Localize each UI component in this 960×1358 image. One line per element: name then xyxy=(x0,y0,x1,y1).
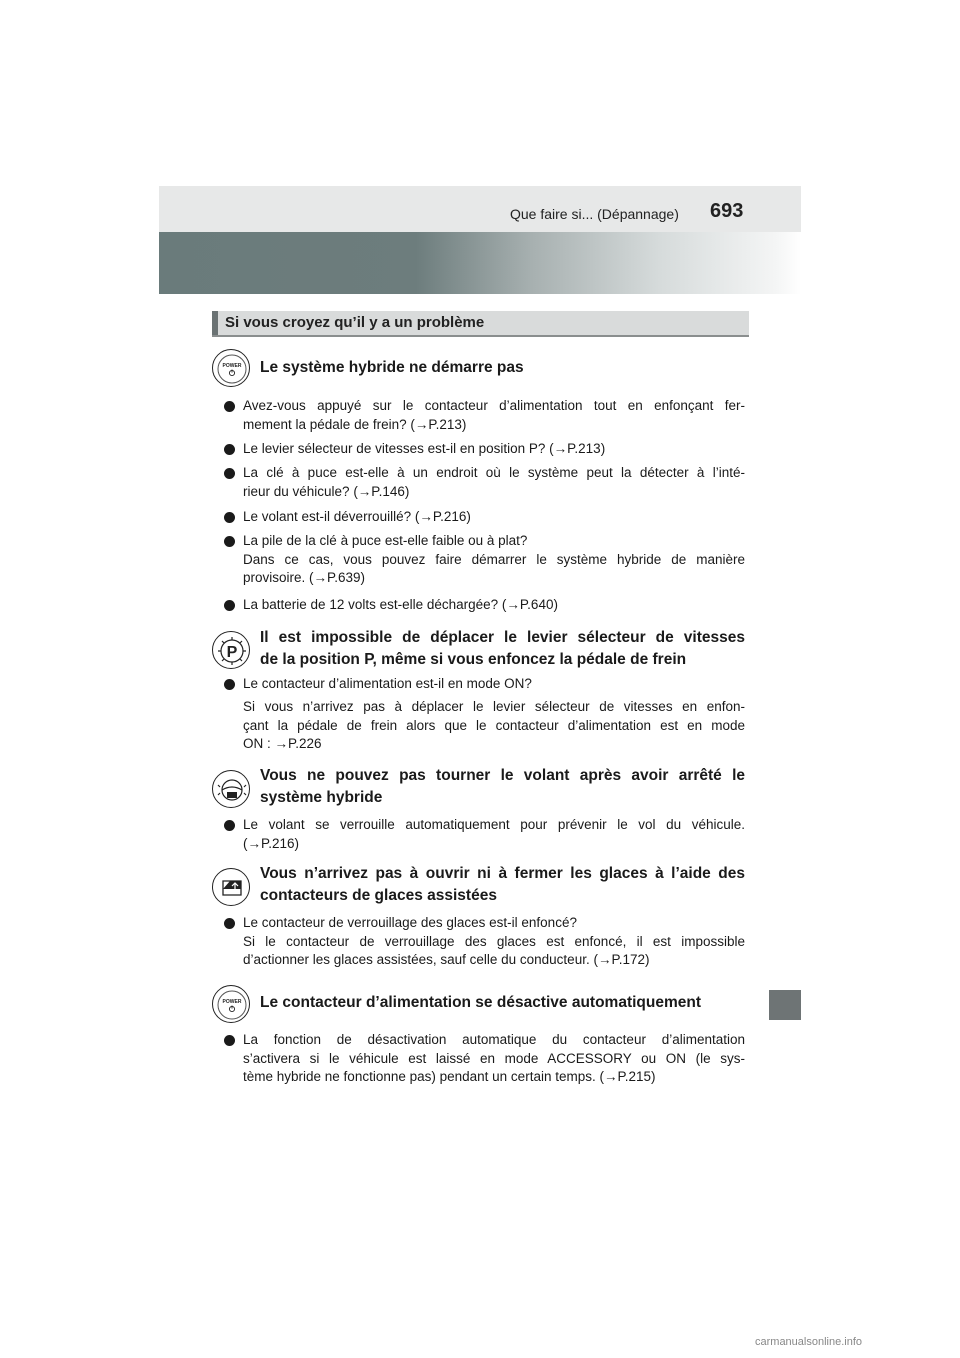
list-item: La fonction de désactivation automatique du contacteur d’alimentation s’activera si le véhicule est laissé en mode ACCESSORY ou ON (le sys- tème hybride ne fonctionne pas) pendant un certain temps. (→P.215) xyxy=(243,1032,745,1084)
bullet xyxy=(224,536,235,547)
footer-watermark: carmanualsonline.info xyxy=(755,1336,863,1348)
problem-title: Le système hybride ne démarre pas xyxy=(260,359,524,376)
list-item: La batterie de 12 volts est-elle déchargée? (→P.640) xyxy=(243,597,558,612)
problem-title: Vous n’arrivez pas à ouvrir ni à fermer les glaces à l’aide des contacteurs de glaces assistées xyxy=(260,865,745,904)
power-button-icon xyxy=(212,349,250,387)
problem-title: Vous ne pouvez pas tourner le volant après avoir arrêté le système hybride xyxy=(260,767,745,806)
header-title: Que faire si... (Dépannage) xyxy=(510,206,679,222)
power-label: POWER xyxy=(222,999,242,1005)
list-item: Si vous n’arrivez pas à déplacer le levier sélecteur de vitesses en enfon- çant la pédale de frein alors que le contacteur d’alimentation est en mode ON : →P.226 xyxy=(243,699,745,751)
list-item-cont: (→P.216) xyxy=(243,836,300,851)
list-item: La pile de la clé à puce est-elle faible ou à plat? Dans ce cas, vous pouvez faire démarrer le système hybride de manière provisoire. (→P.639) xyxy=(243,533,745,585)
power-label: POWER xyxy=(222,363,242,369)
list-item: Le contacteur de verrouillage des glaces est-il enfoncé? Si le contacteur de verrouillage des glaces est enfoncé, il est impossible d’actionner les glaces assistées, sauf celle du conducteur. (→P.172) xyxy=(243,915,745,967)
list-item: Le contacteur d’alimentation est-il en mode ON? xyxy=(243,676,532,691)
header-gradient-bar xyxy=(159,232,801,294)
bullet xyxy=(224,401,235,412)
list-item: Le volant est-il déverrouillé? (→P.216) xyxy=(243,509,471,524)
park-gear-icon xyxy=(212,631,250,669)
chapter-tab xyxy=(769,990,801,1020)
bullet xyxy=(224,468,235,479)
section-title: Si vous croyez qu’il y a un problème xyxy=(225,314,485,331)
bullet xyxy=(224,600,235,611)
park-label: P xyxy=(226,644,238,661)
list-item: Le levier sélecteur de vitesses est-il en position P? (→P.213) xyxy=(243,441,606,456)
header-band xyxy=(159,186,801,232)
bullet xyxy=(224,820,235,831)
list-item: Avez-vous appuyé sur le contacteur d’alimentation tout en enfonçant fer- mement la pédale de frein? (→P.213) xyxy=(243,398,745,432)
power-window-icon xyxy=(212,868,250,906)
list-item: La clé à puce est-elle à un endroit où le système peut la détecter à l’inté- rieur du véhicule? (→P.146) xyxy=(243,465,745,499)
list-item: Le volant se verrouille automatiquement pour prévenir le vol du véhicule. xyxy=(243,817,745,832)
bullet xyxy=(224,444,235,455)
problem-title: Le contacteur d’alimentation se désactive automatiquement xyxy=(260,994,702,1011)
bullet xyxy=(224,918,235,929)
section-header-accent xyxy=(212,311,218,335)
bullet xyxy=(224,512,235,523)
bullet xyxy=(224,679,235,690)
steering-lock-icon xyxy=(212,770,250,808)
section-header xyxy=(212,311,749,337)
bullet xyxy=(224,1035,235,1046)
page-number: 693 xyxy=(710,200,744,222)
power-button-icon xyxy=(212,985,250,1023)
problem-title: Il est impossible de déplacer le levier sélecteur de vitesses de la position P, même si vous enfoncez la pédale de frein xyxy=(260,629,745,668)
